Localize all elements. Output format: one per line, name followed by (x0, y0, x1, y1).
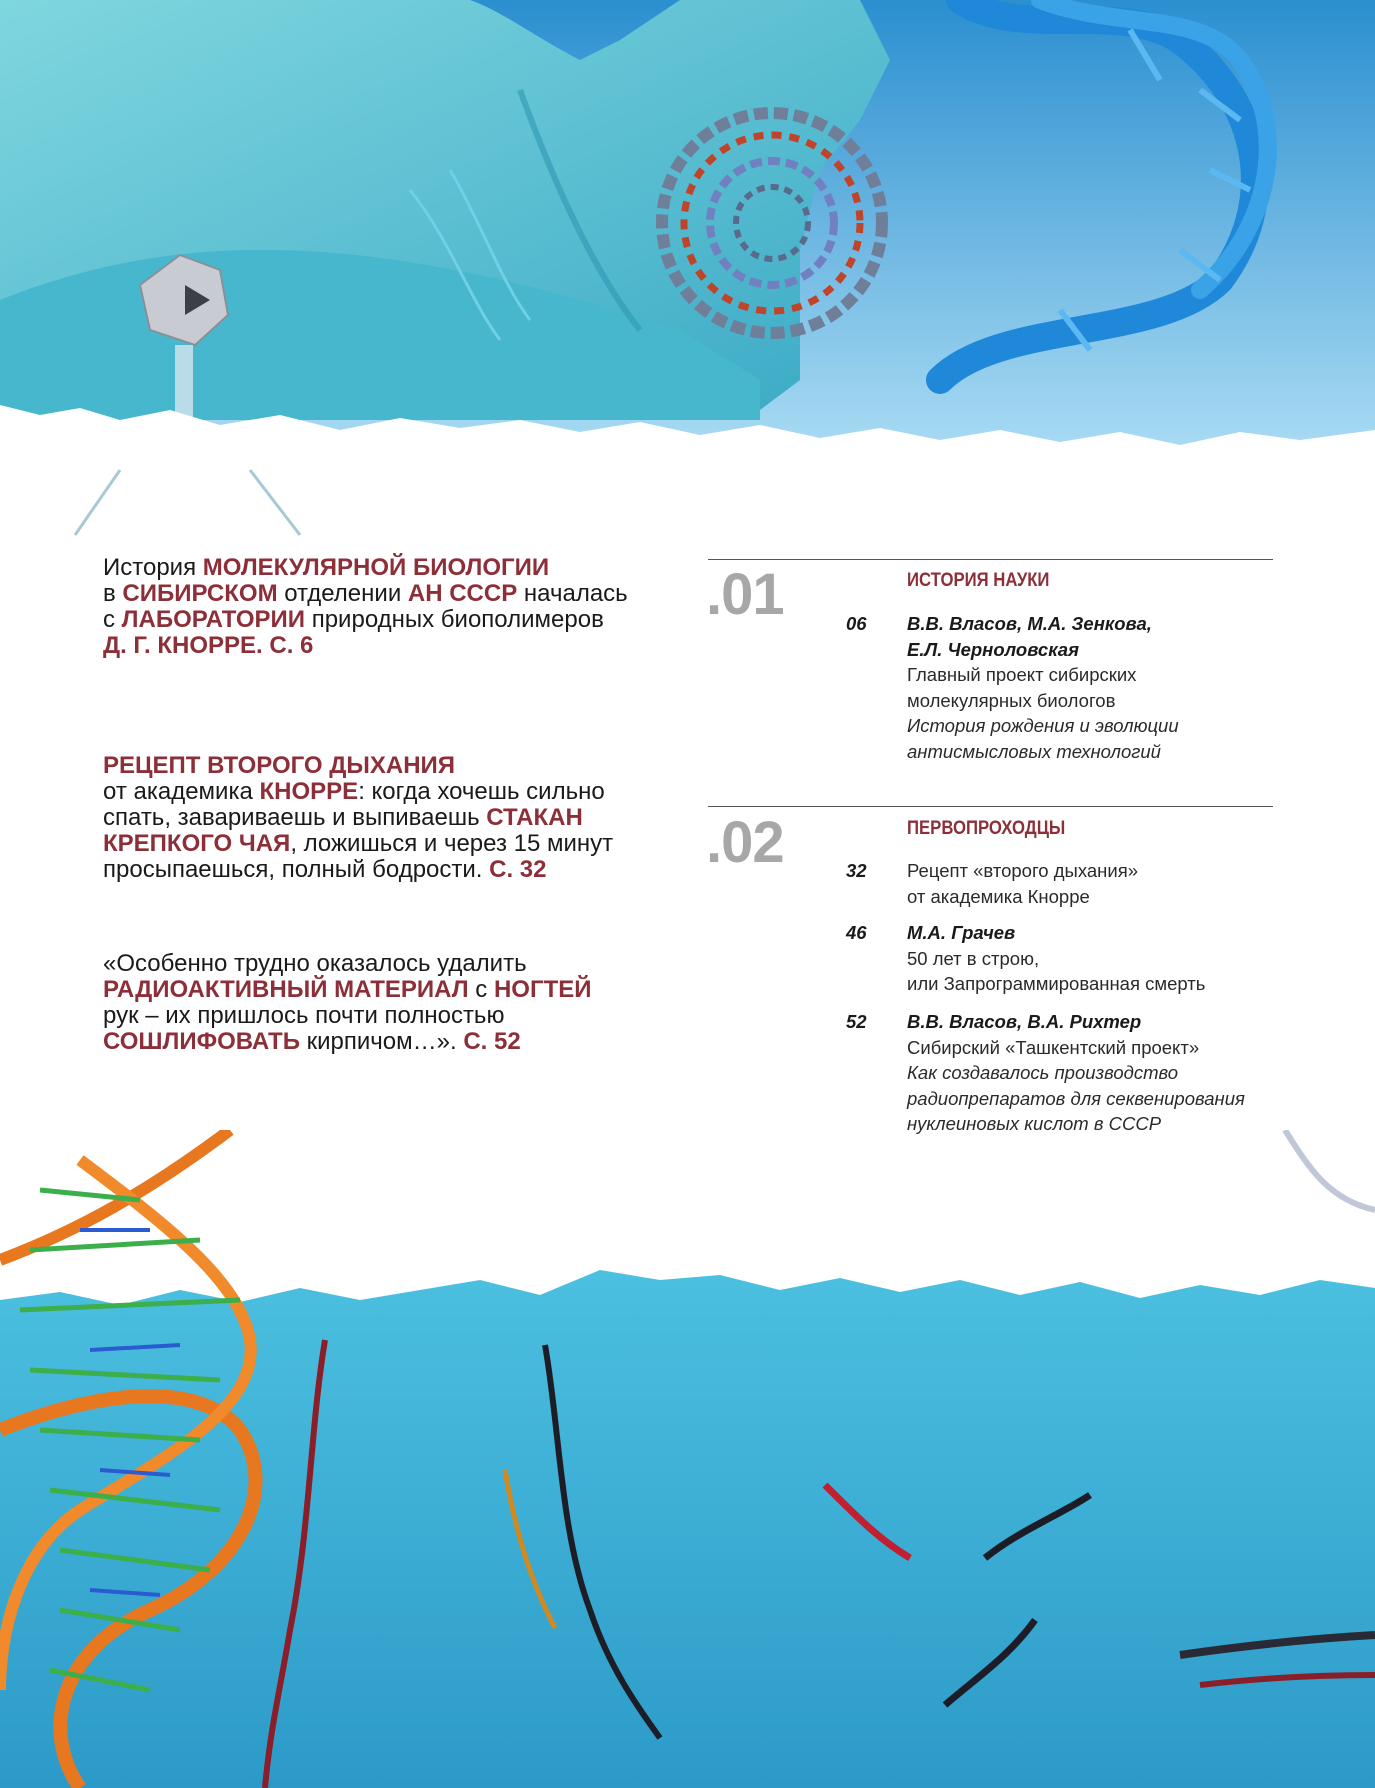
teaser-highlight: С. 32 (489, 856, 547, 883)
toc-authors: В.В. Власов, В.А. Рихтер (907, 1011, 1142, 1032)
teaser-text: спать, завариваешь и выпиваешь (103, 804, 487, 831)
teaser-text: История (103, 554, 203, 581)
teaser-highlight: РЕЦЕПТ ВТОРОГО ДЫХАНИЯ (103, 752, 456, 779)
teaser-text: просыпаешься, полный бодрости. (103, 856, 490, 883)
section-01-number: .01 (706, 562, 784, 627)
teaser-highlight: РАДИОАКТИВНЫЙ МАТЕРИАЛ (103, 976, 469, 1003)
section-02-title: ПЕРВОПРОХОДЦЫ (907, 818, 1066, 839)
toc-subtitle: Как создавалось производство радиопрепаратов для секвенирования нуклеиновых кислот в СССР (907, 1062, 1245, 1134)
toc-title: Главный проект сибирских молекулярных биологов (907, 664, 1137, 711)
section-02-rule (708, 806, 1273, 807)
teaser-highlight: Д. Г. КНОРРЕ. С. 6 (103, 632, 314, 659)
teaser-highlight: МОЛЕКУЛЯРНОЙ БИОЛОГИИ (202, 554, 550, 581)
toc-entry[interactable] (846, 920, 1286, 997)
teaser-highlight: СИБИРСКОМ (122, 580, 278, 607)
section-01-title: ИСТОРИЯ НАУКИ (907, 570, 1050, 591)
section-02-number: .02 (706, 810, 784, 875)
toc-authors: М.А. Грачев (907, 922, 1016, 943)
toc-authors: В.В. Власов, М.А. Зенкова, Е.Л. Черноловская (907, 613, 1152, 660)
teaser-highlight: С. 52 (463, 1028, 521, 1055)
toc-page-number: 52 (846, 1011, 867, 1032)
teaser-text: началась (517, 580, 628, 607)
teaser-highlight: НОГТЕЙ (493, 976, 592, 1003)
teaser-text: с (468, 976, 494, 1003)
bottom-illustration (0, 1130, 1375, 1788)
teaser-text: , ложишься и через 15 минут (290, 830, 614, 857)
toc-title: Сибирский «Ташкентский проект» (907, 1036, 1200, 1058)
teaser-text: в (103, 580, 123, 607)
teaser-highlight: СТАКАН (486, 804, 583, 831)
teaser-text: кирпичом…». (299, 1028, 464, 1055)
teaser-highlight: КНОРРЕ (259, 778, 359, 805)
teaser-text: «Особенно трудно оказалось удалить (103, 950, 527, 977)
water-background (0, 1270, 1375, 1788)
teaser-text: отделении (277, 580, 408, 607)
teaser-text: рук – их пришлось почти полностью (103, 1002, 505, 1029)
section-01-rule (708, 559, 1273, 560)
toc-page-number: 06 (846, 613, 867, 634)
toc-page-number: 46 (846, 922, 867, 943)
teaser-text: от академика (103, 778, 260, 805)
teaser-second-breath (103, 753, 693, 883)
toc-title: 50 лет в строю, или Запрограммированная смерть (907, 947, 1206, 994)
toc-entry[interactable] (846, 611, 1286, 764)
teaser-text: с (103, 606, 122, 633)
toc-subtitle: История рождения и эволюции антисмысловых технологий (907, 715, 1179, 762)
teaser-text: : когда хочешь сильно (358, 778, 605, 805)
teaser-radioactive-material (103, 951, 693, 1055)
glove-hand (0, 0, 890, 420)
toc-entry[interactable] (846, 1009, 1286, 1137)
teaser-text: природных биополимеров (305, 606, 604, 633)
teaser-highlight: АН СССР (407, 580, 518, 607)
toc-title: Рецепт «второго дыхания» от академика Кнорре (907, 860, 1139, 907)
teaser-highlight: ЛАБОРАТОРИИ (121, 606, 306, 633)
teaser-highlight: СОШЛИФОВАТЬ (103, 1028, 300, 1055)
toc-page-number: 32 (846, 860, 867, 881)
top-illustration (0, 0, 1375, 540)
teaser-highlight: КРЕПКОГО ЧАЯ (103, 830, 291, 857)
teaser-molecular-biology (103, 555, 693, 659)
toc-entry[interactable] (846, 858, 1286, 909)
